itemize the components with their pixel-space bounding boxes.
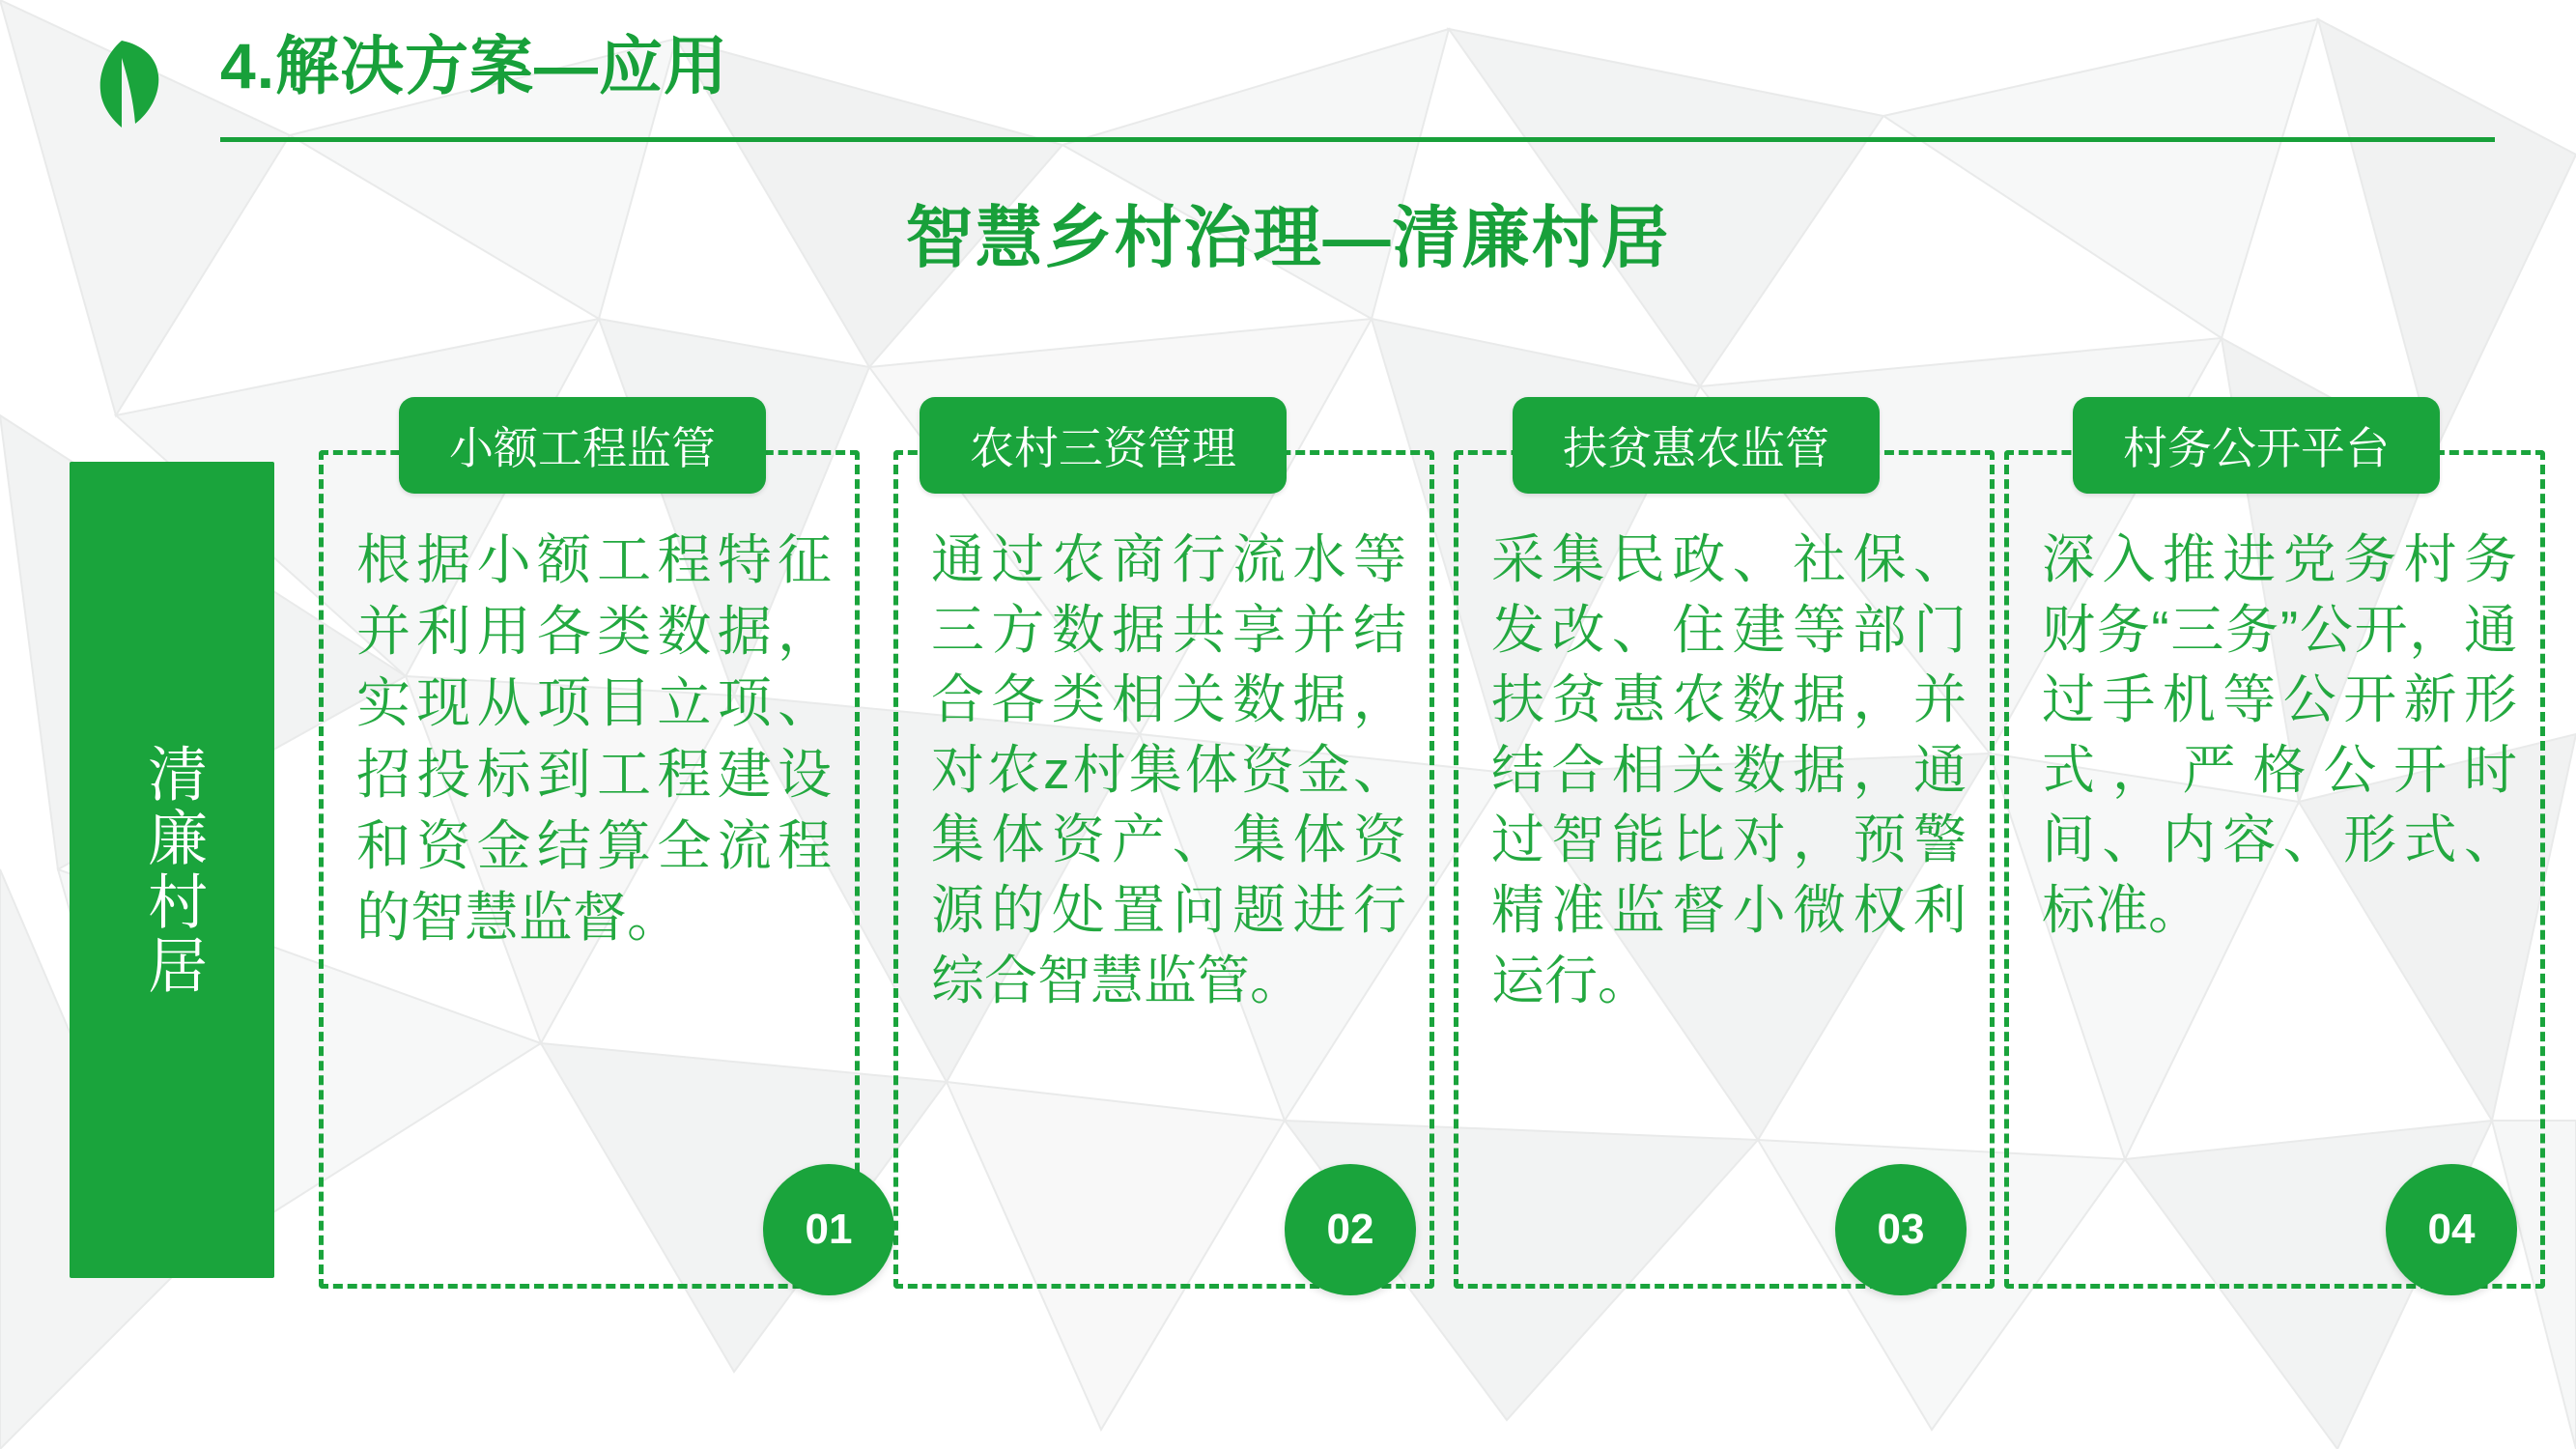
page-title: 4.解决方案—应用 bbox=[220, 30, 729, 101]
card-2-number-badge: 02 bbox=[1285, 1164, 1416, 1295]
card-1-body: 根据小额工程特征并利用各类数据，实现从项目立项、招投标到工程建设和资金结算全流程的智慧监督。 bbox=[356, 529, 832, 948]
card-3 bbox=[1454, 423, 1995, 1289]
card-3-number-badge: 03 bbox=[1835, 1164, 1967, 1295]
left-category-label: 清廉村居 bbox=[138, 742, 206, 998]
main-title: 智慧乡村治理—清廉村居 bbox=[905, 200, 1671, 275]
card-4 bbox=[2004, 423, 2545, 1289]
card-1-number-badge: 01 bbox=[763, 1164, 894, 1295]
slide-header bbox=[58, 17, 2511, 153]
card-2 bbox=[893, 423, 1434, 1289]
card-1-label: 小额工程监管 bbox=[399, 397, 766, 494]
left-category-bar bbox=[70, 462, 274, 1278]
card-3-label: 扶贫惠农监管 bbox=[1513, 397, 1880, 494]
card-1 bbox=[319, 423, 860, 1289]
card-4-label: 村务公开平台 bbox=[2073, 397, 2440, 494]
card-4-body: 深入推进党务村务财务“三务”公开，通过手机等公开新形式，严格公开时间、内容、形式、标准。 bbox=[2042, 529, 2517, 940]
leaf-icon bbox=[68, 31, 180, 137]
card-3-body: 采集民政、社保、发改、住建等部门扶贫惠农数据，并结合相关数据，通过智能比对，预警精准监督小微权利运行。 bbox=[1491, 529, 1967, 1010]
card-4-number-badge: 04 bbox=[2386, 1164, 2517, 1295]
card-2-body: 通过农商行流水等三方数据共享并结合各类相关数据，对农z村集体资金、集体资产、集体资源的处置问题进行综合智慧监管。 bbox=[931, 529, 1406, 1010]
card-2-label: 农村三资管理 bbox=[920, 397, 1287, 494]
header-divider bbox=[220, 137, 2495, 142]
